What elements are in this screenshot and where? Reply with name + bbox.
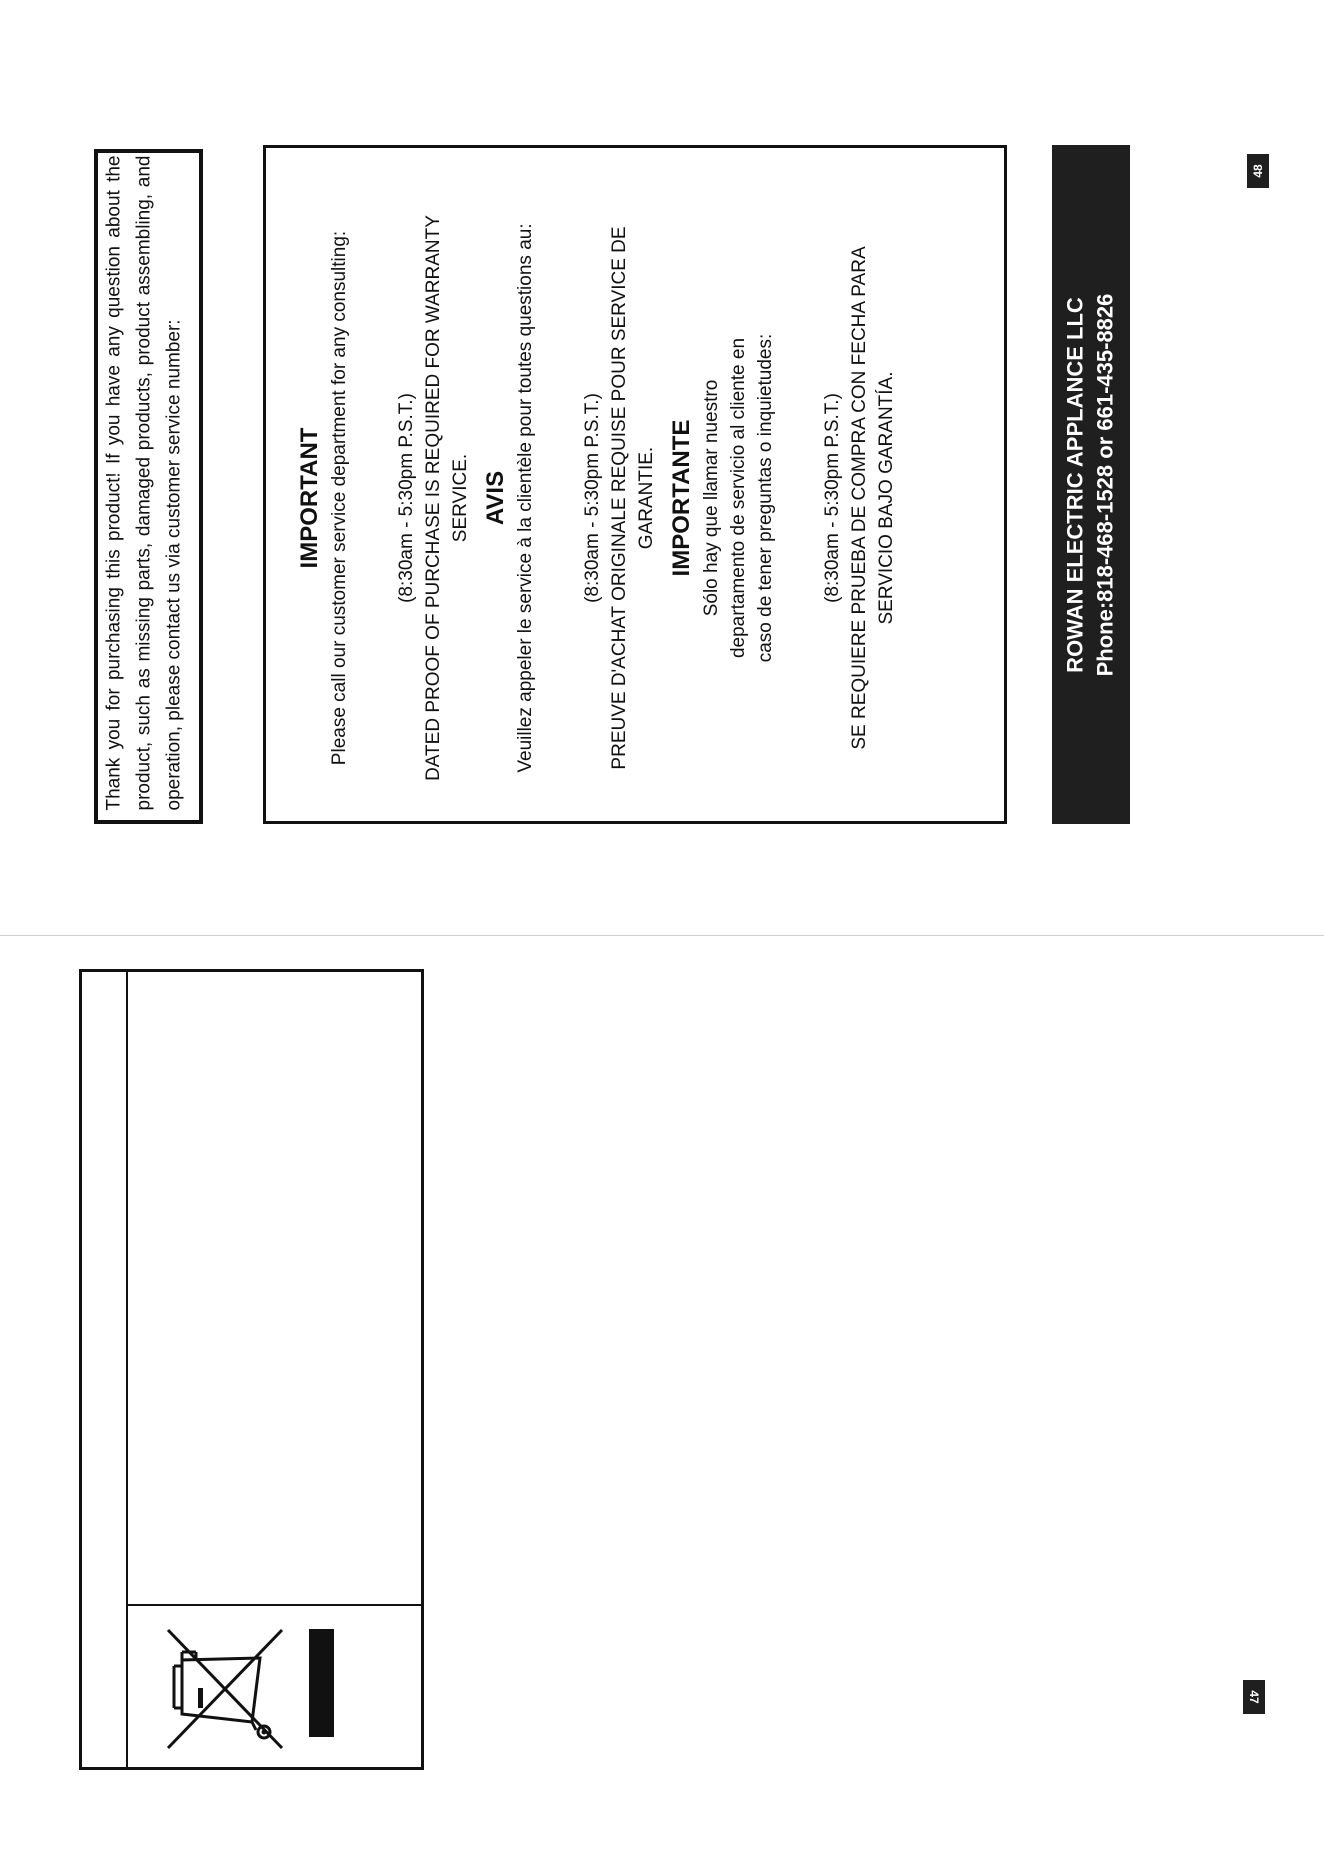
hours-en: (8:30am - 5:30pm P.S.T.) bbox=[396, 393, 417, 603]
avis-heading-fr: AVIS bbox=[482, 470, 509, 526]
hours-fr: (8:30am - 5:30pm P.S.T.) bbox=[582, 393, 603, 603]
warranty-requirement-es: SE REQUIERE PRUEBA DE COMPRA CON FECHA PARA SERVICIO BAJO GARANTÍA. bbox=[849, 246, 897, 750]
crossed-out-wheelie-bin-icon bbox=[160, 1622, 290, 1756]
page-number-47: 47 bbox=[1243, 1680, 1265, 1714]
page-number-48: 48 bbox=[1247, 154, 1269, 188]
intro-es: Sólo hay que llamar nuestro departamento de servicio al cliente en caso de tener preguntas o inquietudes: bbox=[701, 333, 776, 663]
thank-you-notice-text: Thank you for purchasing this product! If you have any question about the product, such as missing parts, damaged products, product assembling, and operation, please contact us via customer service number: bbox=[103, 155, 185, 811]
disposal-box-divider bbox=[126, 1604, 424, 1606]
importante-heading-es: IMPORTANTE bbox=[668, 419, 695, 577]
company-name: ROWAN ELECTRIC APPLANCE LLC bbox=[1062, 297, 1088, 673]
disposal-label-bar bbox=[309, 1629, 334, 1737]
intro-fr: Veuillez appeler le service à la clientèle pour toutes questions au: bbox=[515, 223, 536, 773]
company-phone: Phone:818-468-1528 or 661-435-8826 bbox=[1092, 293, 1118, 677]
warranty-requirement-en: DATED PROOF OF PURCHASE IS REQUIRED FOR WARRANTY SERVICE. bbox=[423, 215, 471, 781]
intro-en: Please call our customer service department for any consulting: bbox=[329, 230, 350, 766]
company-contact-text bbox=[1052, 146, 1130, 825]
disposal-box-inner-line bbox=[126, 969, 128, 1770]
customer-service-content bbox=[282, 173, 958, 823]
warranty-requirement-fr: PREUVE D'ACHAT ORIGINALE REQUISE POUR SERVICE DE GARANTIE. bbox=[609, 226, 657, 770]
hours-es: (8:30am - 5:30pm P.S.T.) bbox=[822, 393, 843, 603]
important-heading-en: IMPORTANT bbox=[296, 427, 323, 569]
page-divider bbox=[0, 935, 1324, 936]
